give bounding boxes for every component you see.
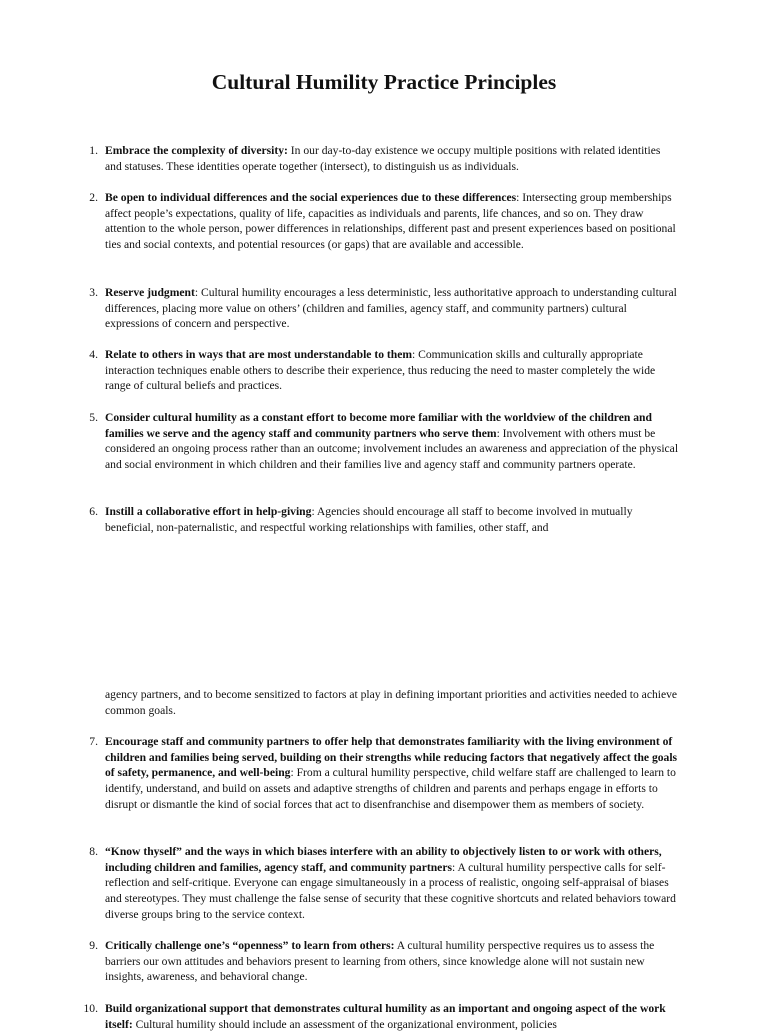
item-number: 3.: [89, 286, 98, 299]
item-number: 2.: [89, 191, 98, 204]
list-item: [89, 285, 680, 332]
item-term: Consider cultural humility as a constant effort to become more familiar with the worldview of the children and families we serve and the agency staff and community partners who serve them: [105, 411, 652, 440]
page-title: Cultural Humility Practice Principles: [211, 70, 557, 94]
item-text: : Cultural humility encourages a less deterministic, less authoritative approach to understanding cultural differences, placing more value on others’ (children and families, agency staff, and community partners) cultural expressions of concern and perspective.: [105, 286, 677, 331]
list-item: [89, 347, 680, 394]
item-text: A cultural humility perspective requires us to assess the barriers our own attitudes and behaviors present to learning from others, since knowledge alone will not sustain new insights, awareness, and behavioral change.: [105, 939, 655, 984]
list-item: [89, 410, 680, 473]
item-number: 8.: [89, 845, 98, 858]
item-text: : Intersecting group memberships affect people’s expectations, quality of life, capacities as individuals and parents, life chances, and so on. They draw attention to the whole person, power differences in relationships, different past and present experiences based on positional ties and social contexts, and potential resources (or gaps) that are available and accessible.: [105, 191, 676, 252]
item-term: Build organizational support that demonstrates cultural humility as an important and ongoing aspect of the work itself:: [105, 1002, 666, 1031]
item-number: 6.: [89, 505, 98, 518]
item-number: 4.: [89, 348, 98, 361]
item-text: Cultural humility should include an assessment of the organizational environment, policies: [132, 1017, 557, 1031]
item-number: 10.: [83, 1002, 98, 1015]
item-text: : Involvement with others must be considered an ongoing process rather than an outcome; involvement includes an awareness and appreciation of the physical and social environment in which children and their families live and agency staff and community partners operate.: [105, 426, 679, 472]
item-number: 7.: [89, 735, 98, 748]
item-text: : From a cultural humility perspective, child welfare staff are challenged to learn to identify, understand, and build on assets and adaptive strengths of children and parents and perhaps engage in efforts to disrupt or dismantle the kind of social forces that act to disenfranchise and disempower them as members of society.: [105, 766, 676, 811]
item-term: Embrace the complexity of diversity:: [105, 144, 288, 157]
item-term: Be open to individual differences and the social experiences due to these differences: [105, 191, 517, 204]
item-number: 1.: [89, 144, 98, 157]
list-item: [89, 938, 680, 985]
item-term: “Know thyself” and the ways in which biases interfere with an ability to objectively listen to or work with others, including children and families, agency staff, and community partners: [105, 845, 662, 874]
item-text: : Agencies should encourage all staff to become involved in mutually beneficial, non-paternalistic, and respectful working relationships with families, other staff, and: [105, 505, 633, 534]
list-item: [89, 143, 680, 174]
item-number: 5.: [89, 411, 98, 424]
list-item: [89, 734, 680, 813]
item-term: Critically challenge one’s “openness” to learn from others:: [105, 939, 395, 952]
list-item: [83, 1001, 680, 1032]
item-text: In our day-to-day existence we occupy multiple positions with related identities and statuses. These identities operate together (intersect), to distinguish us as individuals.: [105, 144, 661, 173]
item-text: : A cultural humility perspective calls for self-reflection and self-critique. Everyone can engage simultaneously in a process of realistic, ongoing self-appraisal of biases and stereotypes. They must challenge the false sense of security that these cognitive shortcuts and related behaviors toward diverse groups bring to the service context.: [105, 860, 676, 921]
item-term: Instill a collaborative effort in help-giving: [105, 505, 312, 518]
list-item: [89, 844, 680, 923]
item-continuation: agency partners, and to become sensitized to factors at play in defining important priorities and activities needed to achieve common goals.: [105, 688, 678, 717]
item-term: Reserve judgment: [105, 286, 195, 299]
list-item: [89, 190, 680, 253]
item-text: : Communication skills and culturally appropriate interaction techniques enable others to describe their experience, thus reducing the need to master completely the wide range of cultural beliefs and practices.: [105, 348, 656, 393]
item-number: 9.: [89, 939, 98, 952]
item-term: Encourage staff and community partners to offer help that demonstrates familiarity with the living environment of children and families being served, building on their strengths while reducing factors that negatively affect the goals of safety, permanence, and well-being: [105, 735, 678, 780]
item-term: Relate to others in ways that are most understandable to them: [105, 348, 412, 361]
list-item: [89, 504, 680, 535]
